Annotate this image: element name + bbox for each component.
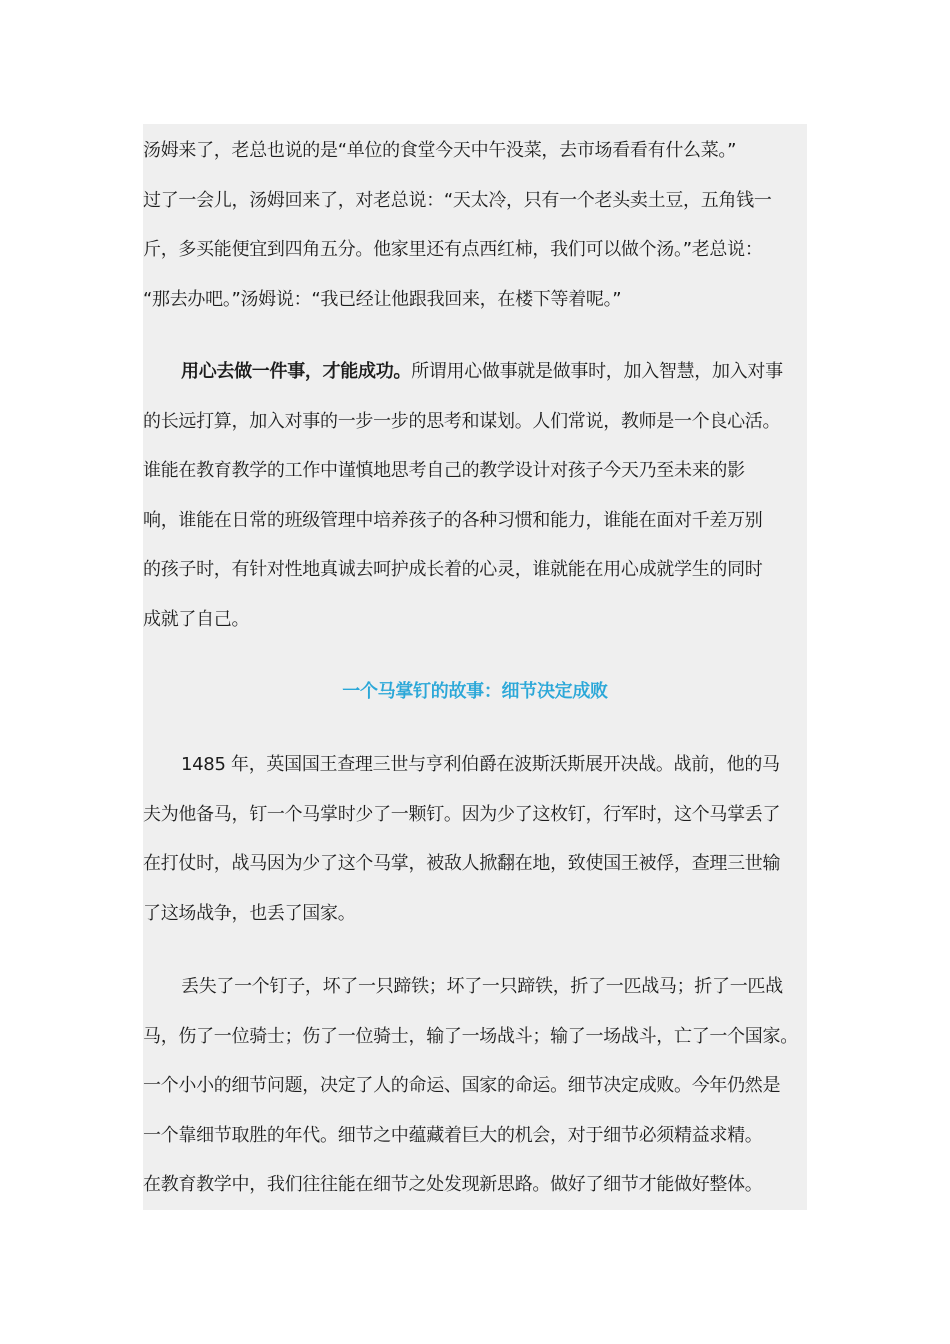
text-line <box>143 347 807 397</box>
text-line: 夫为他备马，钉一个马掌时少了一颗钉。因为少了这枚钉，行军时，这个马掌丢了 <box>143 803 781 825</box>
text-line: 的长远打算，加入对事的一步一步的思考和谋划。人们常说，教师是一个良心活。 <box>143 410 781 432</box>
text-line: 丢失了一个钉子，坏了一只蹄铁；坏了一只蹄铁，折了一匹战马；折了一匹战 <box>181 976 783 997</box>
text-line: 的孩子时，有针对性地真诚去呵护成长着的心灵，谁就能在用心成就学生的同时 <box>143 559 763 580</box>
paragraph-1 <box>143 126 807 324</box>
text-line: 了这场战争，也丢了国家。 <box>143 902 356 924</box>
text-line: “那去办吧。”汤姆说：“我已经让他跟我回来，在楼下等着呢。” <box>143 288 622 310</box>
text-line: 汤姆来了，老总也说的是“单位的食堂今天中午没菜，去市场看看有什么菜。” <box>143 140 737 161</box>
text-line: 响，谁能在日常的班级管理中培养孩子的各种习惯和能力，谁能在面对千差万别 <box>143 509 763 531</box>
text-line: 一个靠细节取胜的年代。细节之中蕴藏着巨大的机会，对于细节必须精益求精。 <box>143 1124 763 1146</box>
text-line: 一个小小的细节问题，决定了人的命运、国家的命运。细节决定成败。今年仍然是 <box>143 1075 781 1096</box>
paragraph-3 <box>143 740 807 938</box>
bold-lead-sentence: 用心去做一件事，才能成功。 <box>181 361 412 382</box>
text-line: 1485 年，英国国王查理三世与亨利伯爵在波斯沃斯展开决战。战前，他的马 <box>181 754 780 775</box>
text-line: 成就了自己。 <box>143 608 250 630</box>
document-page-block <box>143 124 807 1210</box>
text-line: 马，伤了一位骑士；伤了一位骑士，输了一场战斗；输了一场战斗，亡了一个国家。 <box>143 1025 798 1047</box>
paragraph-4 <box>143 962 807 1210</box>
paragraph-2 <box>143 347 807 644</box>
text-line: 过了一会儿，汤姆回来了，对老总说：“天太冷，只有一个老头卖土豆，五角钱一 <box>143 189 772 211</box>
text-line: 在教育教学中，我们往往能在细节之处发现新思路。做好了细节才能做好整体。 <box>143 1174 763 1195</box>
text-line: 斤，多买能便宜到四角五分。他家里还有点西红柿，我们可以做个汤。”老总说： <box>143 239 763 260</box>
text-line: 在打仗时，战马因为少了这个马掌，被敌人掀翻在地，致使国王被俘，查理三世输 <box>143 853 781 874</box>
lead-rest-text: 所谓用心做事就是做事时，加入智慧，加入对事 <box>411 361 783 382</box>
section-heading: 一个马掌钉的故事：细节决定成败 <box>342 681 608 702</box>
text-line: 谁能在教育教学的工作中谨慎地思考自己的教学设计对孩子今天乃至未来的影 <box>143 460 745 481</box>
